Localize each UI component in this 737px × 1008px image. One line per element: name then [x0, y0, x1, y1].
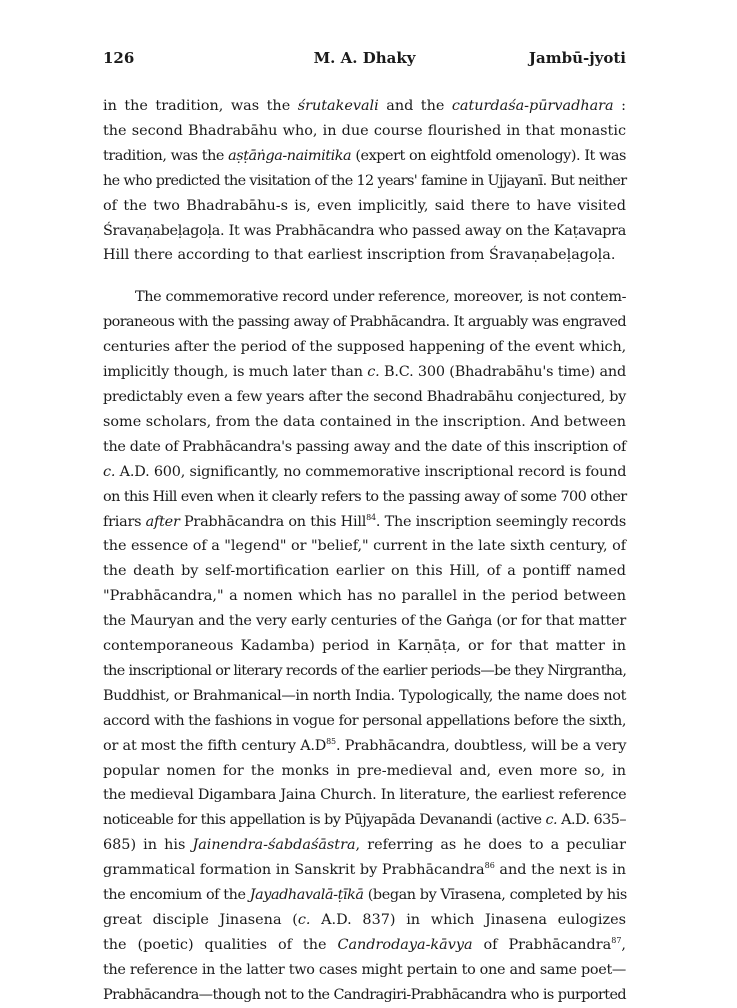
text-line: the inscriptional or literary records of the earlier periods—be they Nirgrantha,	[103, 662, 627, 679]
text-line: the medieval Digambara Jaina Church. In literature, the earliest reference	[103, 787, 627, 804]
text-line: 685) in his Jainendra-śabdaśāstra, referring as he does to a peculiar	[103, 837, 626, 854]
text-line: contemporaneous Kadamba) period in Karṇāṭa, or for that matter in	[103, 638, 626, 655]
text-line: the essence of a "legend" or "belief," current in the late sixth century, of	[103, 538, 626, 555]
text-line: noticeable for this appellation is by Pūjyapāda Devanandi (active c. A.D. 635–	[103, 812, 626, 829]
text-line: grammatical formation in Sanskrit by Prabhācandra$^{86}$ and the next is in	[103, 861, 626, 879]
author-name: M. A. Dhaky	[313, 49, 416, 67]
text-line: Buddhist, or Brahmanical—in north India. Typologically, the name does not	[103, 687, 626, 704]
text-line: of the two Bhadrabāhu-s is, even implicitly, said there to have visited	[103, 197, 626, 214]
text-line: he who predicted the visitation of the 12 years' famine in Ujjayanī. But neither	[103, 172, 627, 189]
text-line: the date of Prabhācandra's passing away and the date of this inscription of	[103, 438, 626, 455]
text-line: tradition, was the aṣṭāṅga-naimitika (expert on eightfold omenology). It was	[103, 147, 626, 164]
text-line: centuries after the period of the supposed happening of the event which,	[103, 339, 626, 356]
text-line: predictably even a few years after the second Bhadrabāhu conjectured, by	[103, 388, 626, 405]
text-line: "Prabhācandra," a nomen which has no parallel in the period between	[103, 588, 626, 605]
text-line: the (poetic) qualities of the Candrodaya-kāvya of Prabhācandra$^{87}$,	[103, 935, 626, 953]
text-line: poraneous with the passing away of Prabhācandra. It arguably was engraved	[103, 314, 626, 331]
text-line: Hill there according to that earliest inscription from Śravaṇabeḷagoḷa.	[103, 247, 616, 264]
text-line: or at most the fifth century $A.D^{85}$. Prabhācandra, doubtless, will be a very	[103, 736, 627, 754]
text-line: some scholars, from the data contained in the inscription. And between	[103, 413, 626, 430]
text-line: Śravaṇabeḷagoḷa. It was Prabhācandra who passed away on the Kaṭavapra	[103, 222, 626, 239]
body-text	[103, 94, 626, 1008]
text-line: friars after Prabhācandra on this Hill$^{84}$. The inscription seemingly records	[103, 512, 627, 530]
paragraph-1	[103, 94, 626, 268]
paragraph-2	[103, 285, 626, 1007]
running-header	[103, 49, 626, 73]
text-line: The commemorative record under reference, moreover, is not contem-	[135, 289, 627, 306]
text-line: the reference in the latter two cases might pertain to one and same poet—	[103, 961, 626, 978]
text-line: the encomium of the Jayadhavalā-ṭīkā (began by Vīrasena, completed by his	[103, 887, 627, 904]
page-number: 126	[103, 49, 135, 67]
text-line: c. A.D. 600, significantly, no commemorative inscriptional record is found	[103, 463, 627, 480]
text-line: Prabhācandra—though not to the Candragiri-Prabhācandra who is purported	[103, 986, 626, 1003]
text-line: accord with the fashions in vogue for personal appellations before the sixth,	[103, 712, 626, 729]
text-line: popular nomen for the monks in pre-medieval and, even more so, in	[103, 762, 626, 779]
text-line: the Mauryan and the very early centuries of the Gaṅga (or for that matter	[103, 613, 627, 630]
text-line: the second Bhadrabāhu who, in due course flourished in that monastic	[103, 122, 626, 139]
text-line: great disciple Jinasena (c. A.D. 837) in which Jinasena eulogizes	[103, 912, 626, 928]
journal-title: Jambū-jyoti	[528, 49, 626, 67]
text-line: on this Hill even when it clearly refers to the passing away of some 700 other	[103, 488, 627, 505]
text-line: in the tradition, was the śrutakevali and the caturdaśa-pūrvadhara :	[103, 98, 626, 114]
text-line: the death by self-mortification earlier on this Hill, of a pontiff named	[103, 563, 626, 580]
text-line: implicitly though, is much later than c. B.C. 300 (Bhadrabāhu's time) and	[103, 364, 626, 381]
